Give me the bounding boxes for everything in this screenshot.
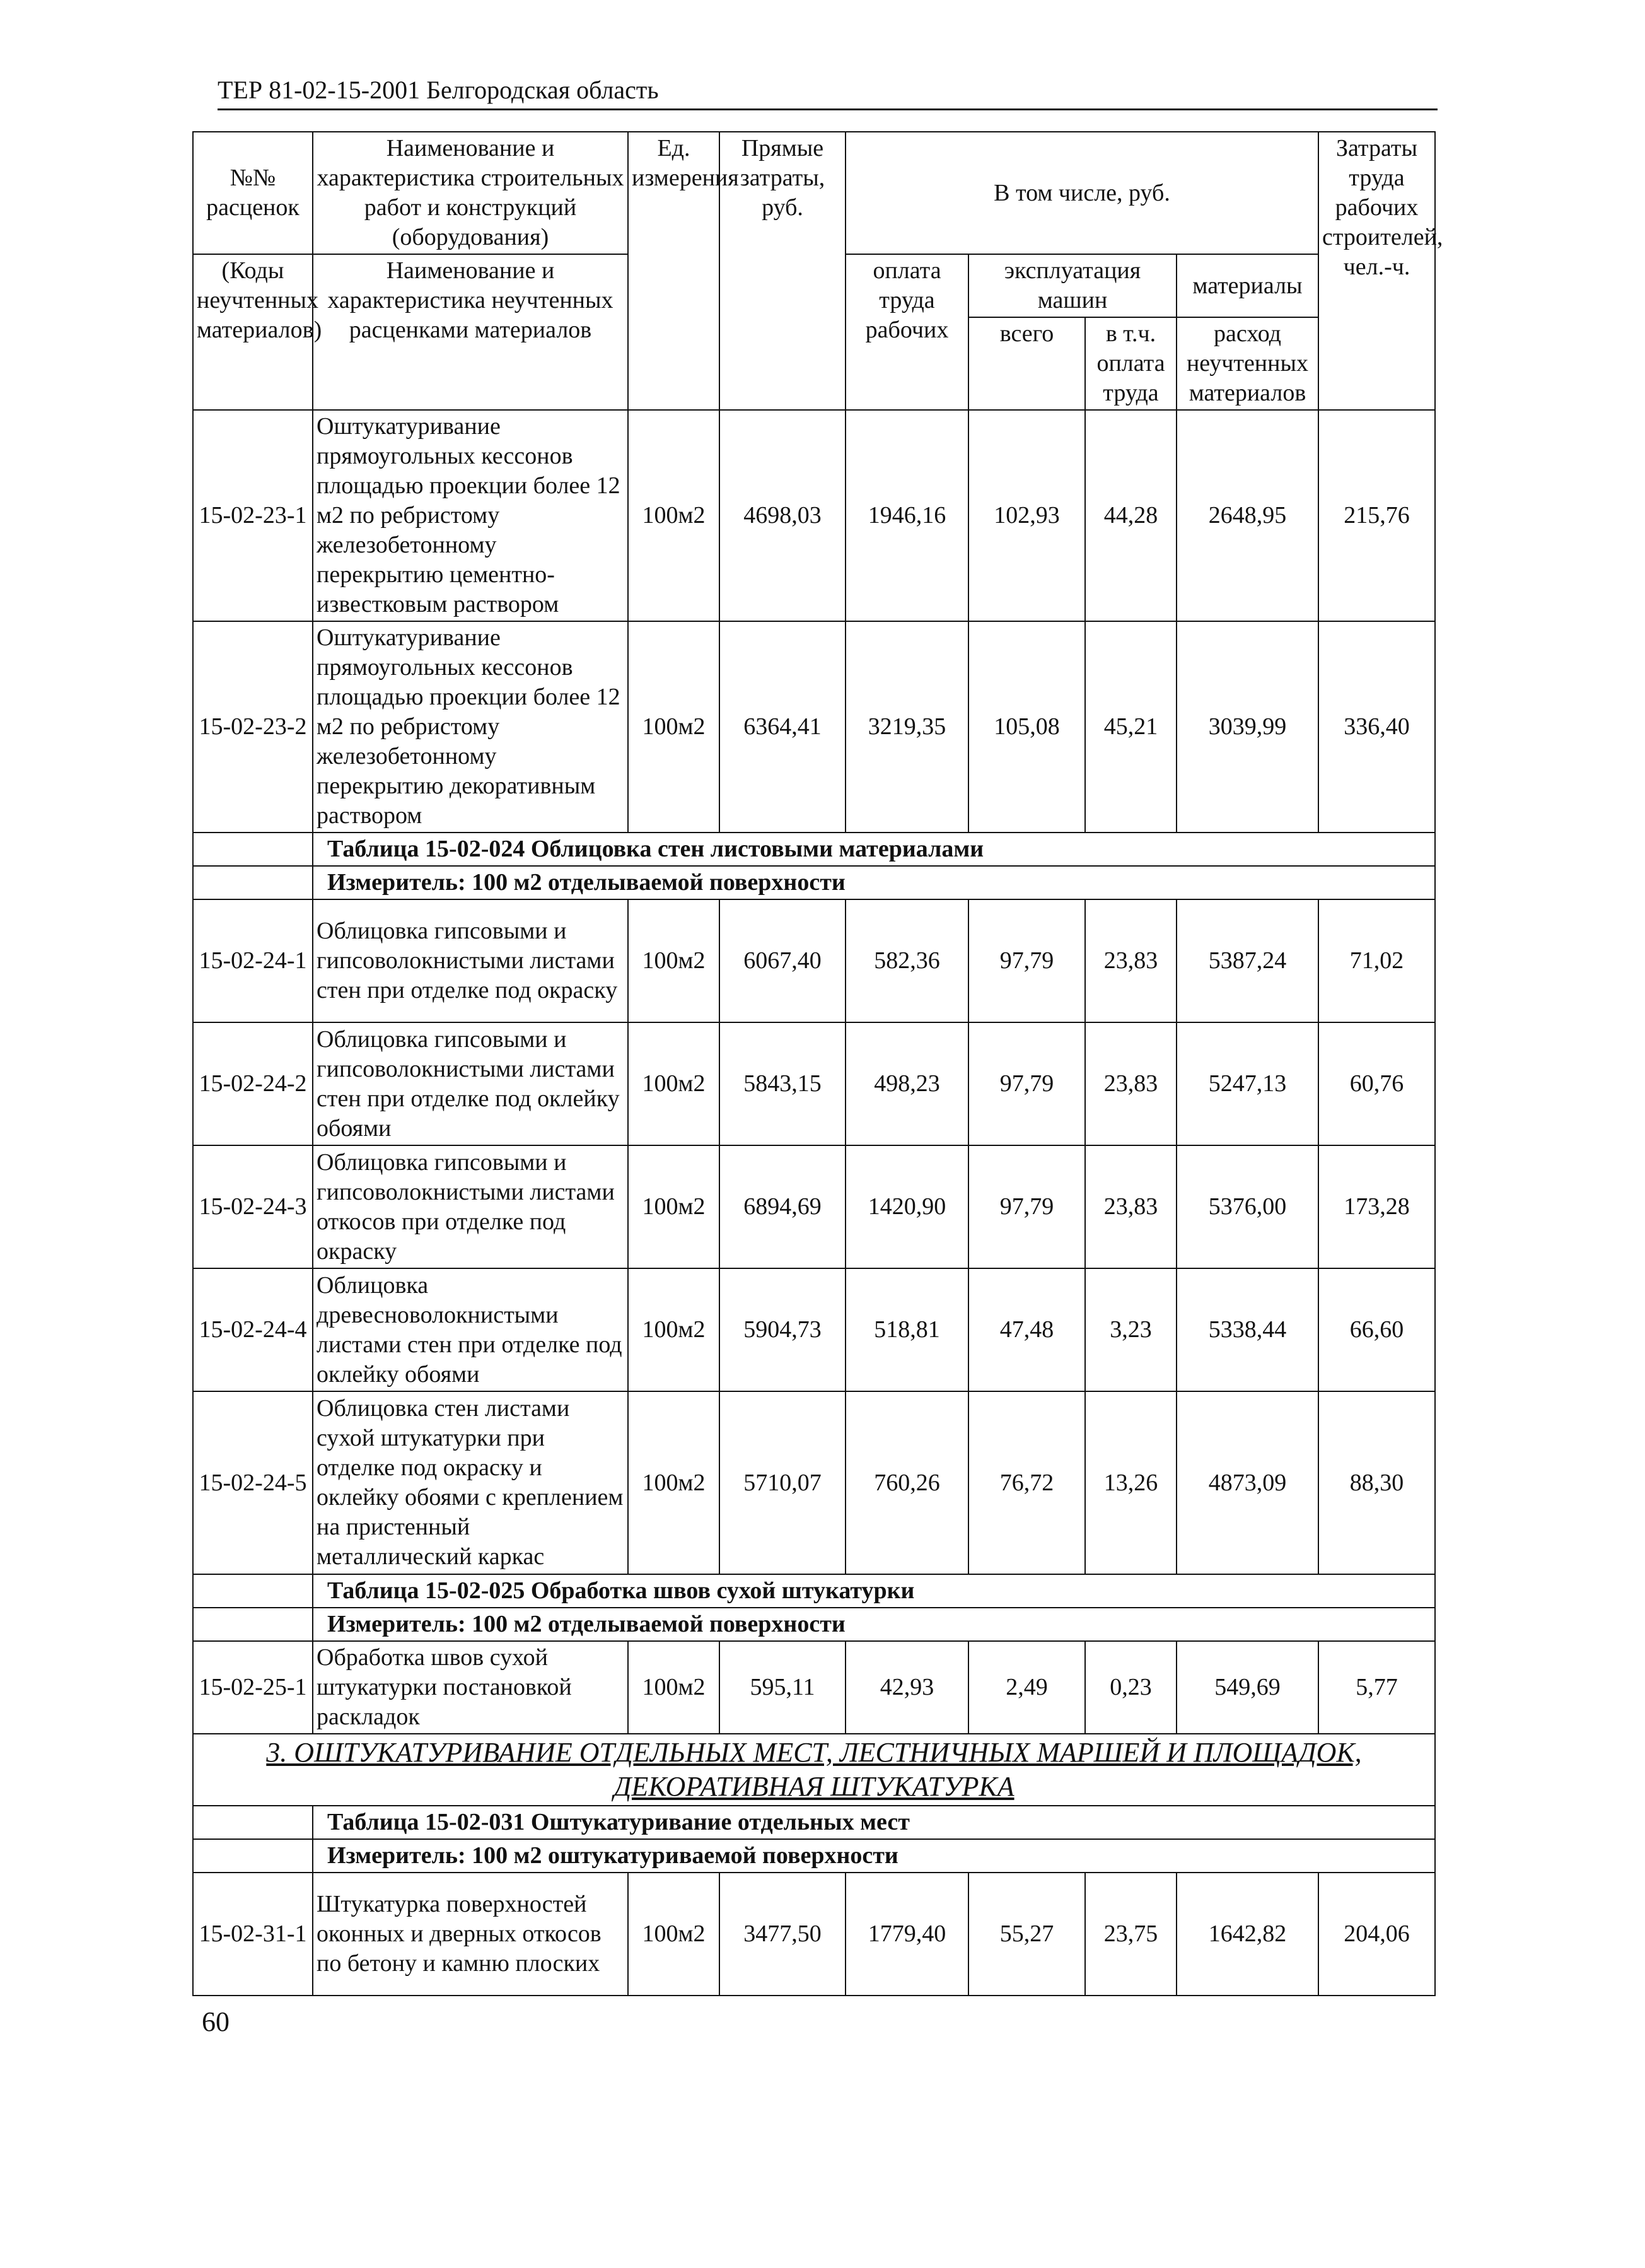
rate-name: Облицовка гипсовыми и гипсоволокнистыми листами стен при отделке под оклейку обоями [313, 1022, 628, 1145]
rate-code: 15-02-24-4 [193, 1268, 313, 1391]
measure-spacer [193, 1839, 313, 1873]
rate-materials: 5376,00 [1177, 1145, 1318, 1268]
rate-code: 15-02-24-5 [193, 1391, 313, 1574]
rate-machines: 105,08 [968, 621, 1085, 833]
rate-incl: 45,21 [1085, 621, 1177, 833]
col-unaccounted-header: расход неучтенных материалов [1177, 317, 1318, 410]
rate-code: 15-02-25-1 [193, 1641, 313, 1734]
table-row [193, 1641, 1435, 1734]
table-row [193, 899, 1435, 1022]
rate-wages: 3219,35 [846, 621, 968, 833]
rate-direct: 5710,07 [719, 1391, 846, 1574]
section-3-heading: 3. ОШТУКАТУРИВАНИЕ ОТДЕЛЬНЫХ МЕСТ, ЛЕСТНИЧНЫХ МАРШЕЙ И ПЛОЩАДОК, ДЕКОРАТИВНАЯ ШТУКАТУРКА [193, 1734, 1435, 1806]
rate-machines: 102,93 [968, 410, 1085, 621]
rate-name: Облицовка гипсовыми и гипсоволокнистыми листами откосов при отделке под окраску [313, 1145, 628, 1268]
table-title-024: Таблица 15-02-024 Облицовка стен листовыми материалами [313, 833, 1435, 866]
table-row [193, 1391, 1435, 1574]
rate-labor: 336,40 [1318, 621, 1435, 833]
rate-direct: 3477,50 [719, 1873, 846, 1996]
rate-machines: 47,48 [968, 1268, 1085, 1391]
rate-wages: 1946,16 [846, 410, 968, 621]
table-title-row [193, 1806, 1435, 1839]
rate-unit: 100м2 [628, 1873, 719, 1996]
rate-unit: 100м2 [628, 621, 719, 833]
rate-unit: 100м2 [628, 1641, 719, 1734]
rate-name: Облицовка гипсовыми и гипсоволокнистыми листами стен при отделке под окраску [313, 899, 628, 1022]
rate-name: Оштукатуривание прямоугольных кессонов площадью проекции более 12 м2 по ребристому железобетонному перекрытию цементно-известковым раствором [313, 410, 628, 621]
header-row-1 [193, 132, 1435, 254]
measure-row [193, 1608, 1435, 1641]
rate-machines: 76,72 [968, 1391, 1085, 1574]
title-spacer [193, 1574, 313, 1608]
table-row [193, 1022, 1435, 1145]
rate-name: Облицовка стен листами сухой штукатурки при отделке под окраску и оклейку обоями с креплением на пристенный металлический каркас [313, 1391, 628, 1574]
rate-direct: 4698,03 [719, 410, 846, 621]
rate-unit: 100м2 [628, 1022, 719, 1145]
rate-unit: 100м2 [628, 1391, 719, 1574]
table-row [193, 410, 1435, 621]
rate-incl: 3,23 [1085, 1268, 1177, 1391]
measure-031: Измеритель: 100 м2 оштукатуриваемой поверхности [313, 1839, 1435, 1873]
title-spacer [193, 1806, 313, 1839]
rate-wages: 760,26 [846, 1391, 968, 1574]
rate-wages: 498,23 [846, 1022, 968, 1145]
table-row [193, 1268, 1435, 1391]
measure-row [193, 866, 1435, 899]
rate-direct: 6067,40 [719, 899, 846, 1022]
col-name-sub-header: Наименование и характеристика неучтенных расценками материалов [313, 254, 628, 410]
rate-labor: 215,76 [1318, 410, 1435, 621]
col-unit-header: Ед. измерения [628, 132, 719, 410]
table-row [193, 621, 1435, 833]
rate-unit: 100м2 [628, 899, 719, 1022]
rate-code: 15-02-23-1 [193, 410, 313, 621]
rate-materials: 2648,95 [1177, 410, 1318, 621]
rate-wages: 518,81 [846, 1268, 968, 1391]
col-incl-wages-header: в т.ч. оплата труда [1085, 317, 1177, 410]
measure-row [193, 1839, 1435, 1873]
rate-labor: 173,28 [1318, 1145, 1435, 1268]
rate-incl: 23,83 [1085, 899, 1177, 1022]
rate-labor: 88,30 [1318, 1391, 1435, 1574]
col-materials-header: материалы [1177, 254, 1318, 317]
rate-unit: 100м2 [628, 1268, 719, 1391]
rate-machines: 97,79 [968, 1022, 1085, 1145]
section-row [193, 1734, 1435, 1806]
page-number: 60 [202, 2006, 230, 2037]
rate-code: 15-02-24-2 [193, 1022, 313, 1145]
measure-024: Измеритель: 100 м2 отделываемой поверхности [313, 866, 1435, 899]
rate-wages: 42,93 [846, 1641, 968, 1734]
rate-materials: 549,69 [1177, 1641, 1318, 1734]
rate-machines: 97,79 [968, 899, 1085, 1022]
rate-name: Оштукатуривание прямоугольных кессонов площадью проекции более 12 м2 по ребристому железобетонному перекрытию декоративным раствором [313, 621, 628, 833]
rate-materials: 5247,13 [1177, 1022, 1318, 1145]
title-spacer [193, 833, 313, 866]
table-title-row [193, 833, 1435, 866]
rate-incl: 0,23 [1085, 1641, 1177, 1734]
rate-incl: 23,75 [1085, 1873, 1177, 1996]
rate-machines: 55,27 [968, 1873, 1085, 1996]
col-incl-header: В том числе, руб. [846, 132, 1318, 254]
rate-unit: 100м2 [628, 410, 719, 621]
rate-code: 15-02-23-2 [193, 621, 313, 833]
rate-labor: 60,76 [1318, 1022, 1435, 1145]
rate-incl: 44,28 [1085, 410, 1177, 621]
rate-wages: 1779,40 [846, 1873, 968, 1996]
rate-wages: 1420,90 [846, 1145, 968, 1268]
col-num-header: №№ расценок [193, 132, 313, 254]
rate-direct: 595,11 [719, 1641, 846, 1734]
measure-spacer [193, 866, 313, 899]
measure-spacer [193, 1608, 313, 1641]
col-wages-header: оплата труда рабочих [846, 254, 968, 410]
table-title-031: Таблица 15-02-031 Оштукатуривание отдельных мест [313, 1806, 1435, 1839]
rate-wages: 582,36 [846, 899, 968, 1022]
rate-materials: 5338,44 [1177, 1268, 1318, 1391]
rate-name: Облицовка древесноволокнистыми листами стен при отделке под оклейку обоями [313, 1268, 628, 1391]
rate-incl: 13,26 [1085, 1391, 1177, 1574]
rate-labor: 5,77 [1318, 1641, 1435, 1734]
rate-code: 15-02-31-1 [193, 1873, 313, 1996]
rate-direct: 5843,15 [719, 1022, 846, 1145]
rates-table [192, 131, 1443, 1996]
rate-machines: 2,49 [968, 1641, 1085, 1734]
measure-025: Измеритель: 100 м2 отделываемой поверхности [313, 1608, 1435, 1641]
rate-machines: 97,79 [968, 1145, 1085, 1268]
col-total-header: всего [968, 317, 1085, 410]
rate-direct: 5904,73 [719, 1268, 846, 1391]
table-row [193, 1873, 1435, 1996]
rate-labor: 71,02 [1318, 899, 1435, 1022]
table-row [193, 1145, 1435, 1268]
rate-name: Штукатурка поверхностей оконных и дверных откосов по бетону и камню плоских [313, 1873, 628, 1996]
rate-code: 15-02-24-3 [193, 1145, 313, 1268]
col-machines-header: эксплуатация машин [968, 254, 1177, 317]
col-direct-header: Прямые затраты, руб. [719, 132, 846, 410]
rate-materials: 4873,09 [1177, 1391, 1318, 1574]
col-labor-header: Затраты труда рабочих строителей, чел.-ч. [1318, 132, 1435, 410]
rate-code: 15-02-24-1 [193, 899, 313, 1022]
rate-materials: 1642,82 [1177, 1873, 1318, 1996]
rate-direct: 6364,41 [719, 621, 846, 833]
rate-unit: 100м2 [628, 1145, 719, 1268]
col-num-sub-header: (Коды неучтенных материалов) [193, 254, 313, 410]
rate-name: Обработка швов сухой штукатурки постановкой раскладок [313, 1641, 628, 1734]
rate-labor: 66,60 [1318, 1268, 1435, 1391]
rate-materials: 3039,99 [1177, 621, 1318, 833]
rate-incl: 23,83 [1085, 1145, 1177, 1268]
page-header: ТЕР 81-02-15-2001 Белгородская область [218, 74, 1438, 110]
table-title-025: Таблица 15-02-025 Обработка швов сухой штукатурки [313, 1574, 1435, 1608]
table-title-row [193, 1574, 1435, 1608]
col-name-header: Наименование и характеристика строительных работ и конструкций (оборудования) [313, 132, 628, 254]
rate-incl: 23,83 [1085, 1022, 1177, 1145]
rate-direct: 6894,69 [719, 1145, 846, 1268]
rate-materials: 5387,24 [1177, 899, 1318, 1022]
rate-labor: 204,06 [1318, 1873, 1435, 1996]
